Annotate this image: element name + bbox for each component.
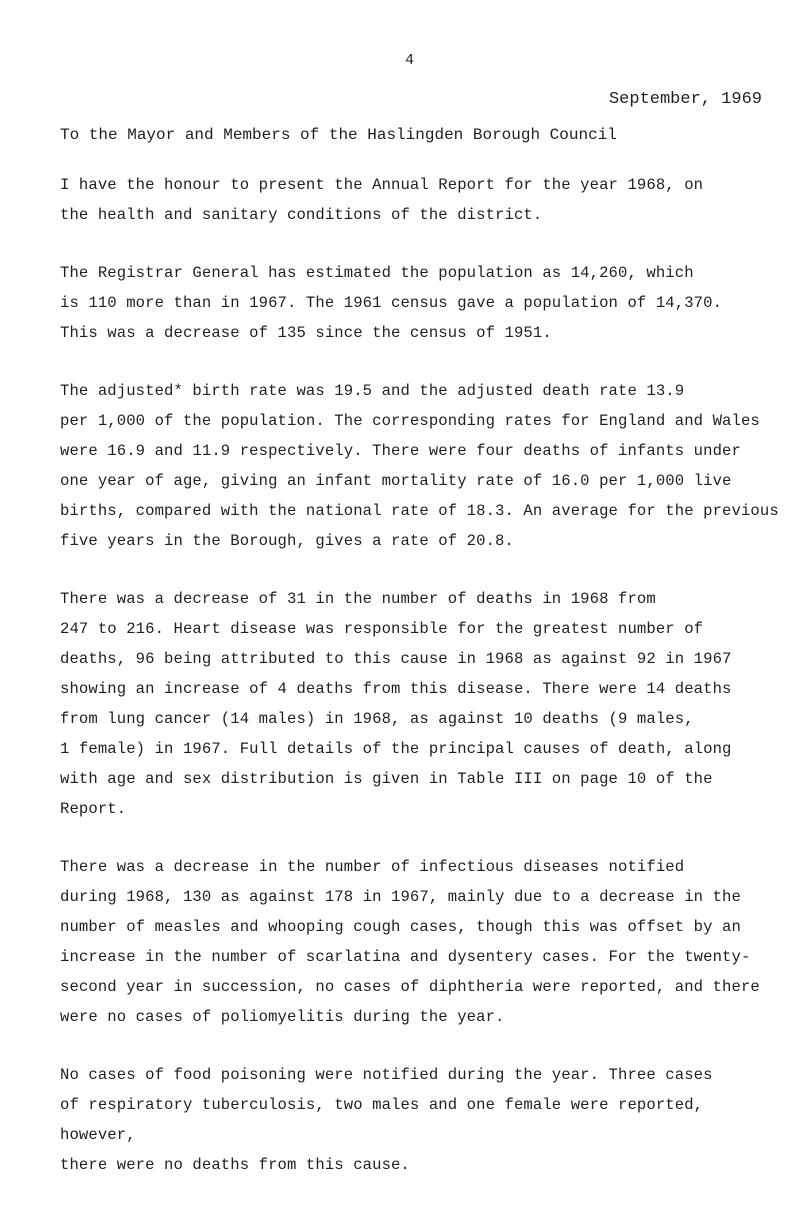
page-number: 4 <box>405 52 415 69</box>
report-body <box>60 170 780 1208</box>
report-date: September, 1969 <box>608 90 762 109</box>
paragraph-infectious-diseases: There was a decrease in the number of infectious diseases notified during 1968, 130 as against 178 in 1967, mainly due to a decrease in the number of measles and whooping cough cases, though this was offset by an increase in the number of scarlatina and dysentery cases. For the twenty- second year in succession, no cases of diphtheria were reported, and there were no cases of poliomyelitis during the year. <box>60 858 760 1026</box>
salutation: To the Mayor and Members of the Haslingden Borough Council <box>60 126 617 144</box>
paragraph-food-poisoning-tuberculosis: No cases of food poisoning were notified during the year. Three cases of respiratory tuberculosis, two males and one female were reported, however, there were no deaths from this cause. <box>60 1066 713 1174</box>
paragraph-population: The Registrar General has estimated the population as 14,260, which is 110 more than in 1967. The 1961 census gave a population of 14,370. This was a decrease of 135 since the census of 1951. <box>60 264 723 342</box>
paragraph-causes-of-death: There was a decrease of 31 in the number of deaths in 1968 from 247 to 216. Heart disease was responsible for the greatest number of deaths, 96 being attributed to this cause in 1968 as against 92 in 1967 showing an increase of 4 deaths from this disease. There were 14 deaths from lung cancer (14 males) in 1968, as against 10 deaths (9 males, 1 female) in 1967. Full details of the principal causes of death, along with age and sex distribution is given in Table III on page 10 of the Report. <box>60 590 732 818</box>
paragraph-birth-death-rates: The adjusted* birth rate was 19.5 and the adjusted death rate 13.9 per 1,000 of the population. The corresponding rates for England and Wales were 16.9 and 11.9 respectively. There were four deaths of infants under one year of age, giving an infant mortality rate of 16.0 per 1,000 live births, compared with the national rate of 18.3. An average for the previous five years in the Borough, gives a rate of 20.8. <box>60 382 779 550</box>
paragraph-introduction: I have the honour to present the Annual Report for the year 1968, on the health and sanitary conditions of the district. <box>60 176 704 224</box>
